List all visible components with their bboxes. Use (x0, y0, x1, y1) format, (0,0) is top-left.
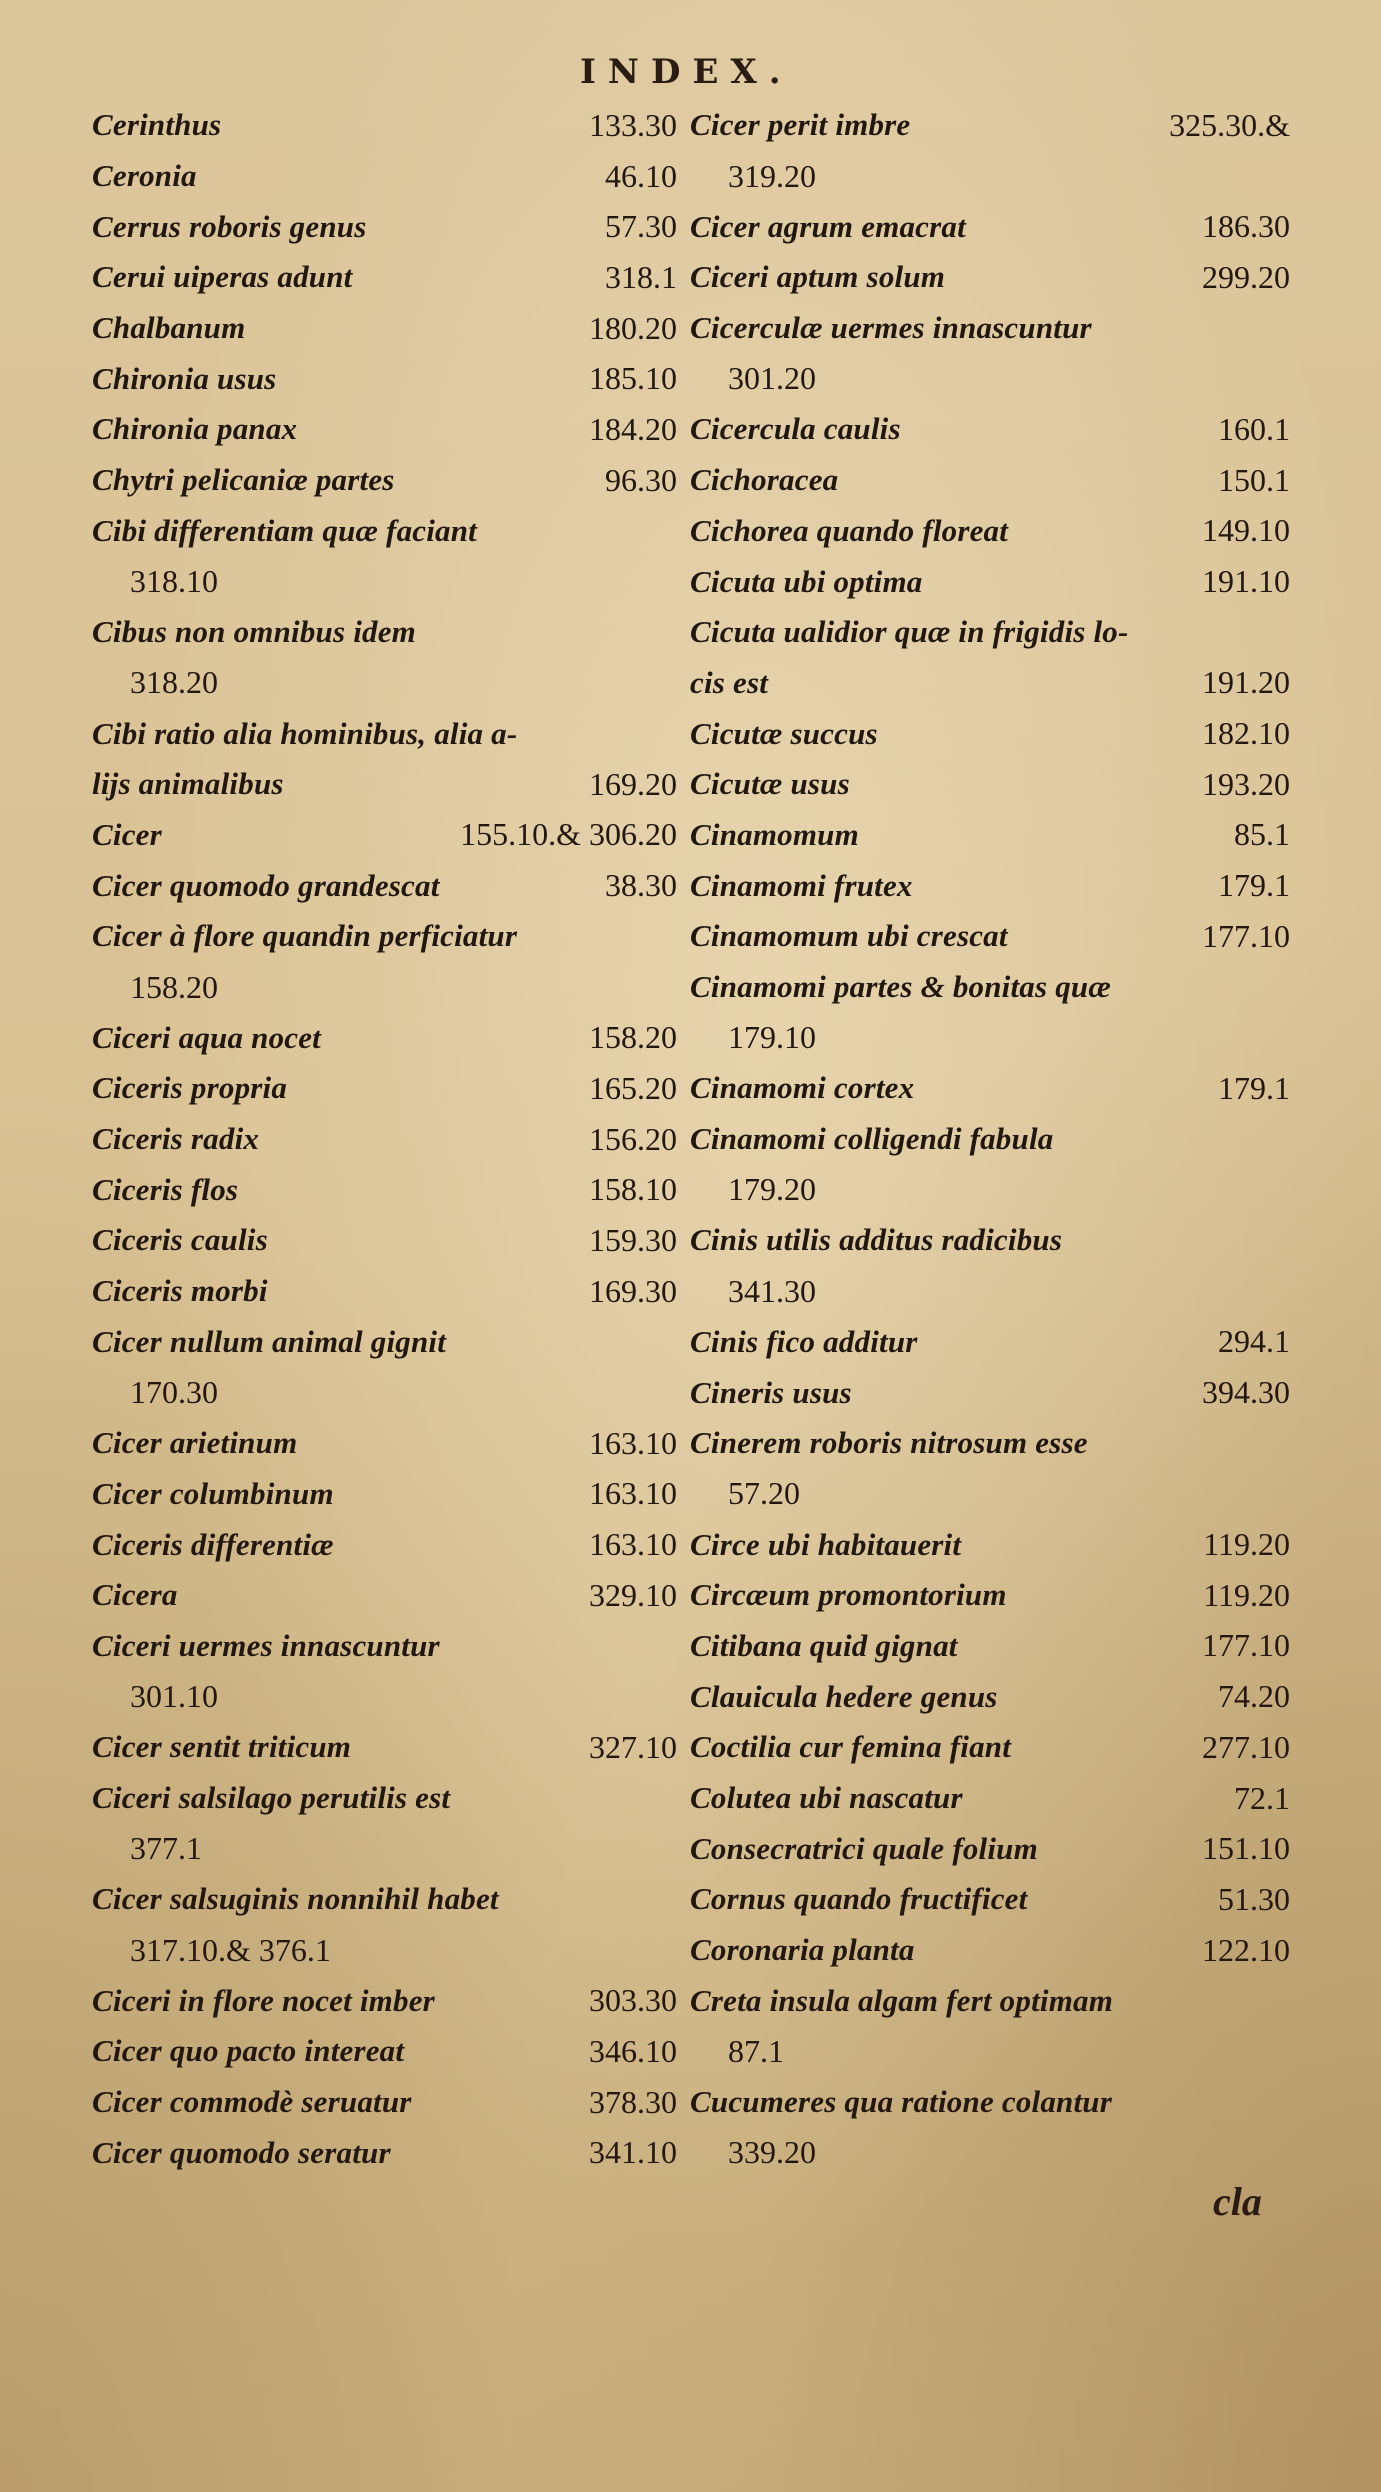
index-term: Cinamomi partes & bonitas quæ (690, 969, 1111, 1005)
index-entry (690, 1367, 1290, 1418)
index-term: Cicer (92, 816, 162, 852)
page-reference: 96.30 (605, 461, 677, 498)
index-entry (690, 1925, 1290, 1976)
page-reference: 177.10 (1202, 1627, 1290, 1664)
page-reference: 179.1 (1218, 1069, 1290, 1106)
index-entry (92, 100, 677, 151)
index-entry (92, 1722, 677, 1773)
catchword: cla (1213, 2179, 1262, 2224)
index-term: Cerinthus (92, 107, 222, 143)
index-entry (690, 1570, 1290, 1621)
index-term: Cicer quomodo grandescat (92, 867, 440, 903)
index-entry (92, 1773, 677, 1824)
index-term: Cineris usus (690, 1374, 852, 1410)
index-term: Circe ubi habitauerit (690, 1526, 962, 1562)
index-entry (92, 1975, 677, 2026)
index-entry (690, 759, 1290, 810)
page-reference: 341.30 (728, 1272, 816, 1309)
index-term: Cicera (92, 1577, 178, 1613)
index-entry (690, 2077, 1290, 2128)
index-term: Coctilia cur femina fiant (690, 1729, 1012, 1765)
index-entry (92, 2026, 677, 2077)
page-reference: 163.10 (589, 1526, 677, 1563)
index-entry (92, 1925, 677, 1976)
index-entry (690, 2026, 1290, 2077)
index-entry (92, 1519, 677, 1570)
index-entry (92, 303, 677, 354)
index-entry (92, 759, 677, 810)
page-reference: 186.30 (1202, 208, 1290, 245)
page-reference: 38.30 (605, 867, 677, 904)
index-term: Cichorea quando floreat (690, 512, 1009, 548)
index-entry (92, 2077, 677, 2128)
index-term: Cicerculæ uermes innascuntur (690, 310, 1092, 346)
index-entry (690, 2128, 1290, 2179)
index-term: Cicer nullum animal gignit (92, 1323, 447, 1359)
index-entry (92, 911, 677, 962)
page-reference: 51.30 (1218, 1880, 1290, 1917)
index-entry (92, 1317, 677, 1368)
index-term: Clauicula hedere genus (690, 1678, 998, 1714)
index-entry (690, 506, 1290, 557)
index-entry (690, 1621, 1290, 1672)
index-term: Circæum promontorium (690, 1577, 1007, 1613)
index-entry (690, 860, 1290, 911)
page-reference: 163.10 (589, 1424, 677, 1461)
index-entry (690, 252, 1290, 303)
index-entry (92, 1367, 677, 1418)
index-entry (690, 1975, 1290, 2026)
index-term: Cicer salsuginis nonnihil habet (92, 1881, 499, 1917)
page-reference: 319.20 (728, 157, 816, 194)
index-entry (690, 911, 1290, 962)
index-term: Colutea ubi nascatur (690, 1780, 963, 1816)
index-term: Ciceri aptum solum (690, 259, 946, 295)
page-reference: 179.10 (728, 1019, 816, 1056)
index-term: Cicer sentit triticum (92, 1729, 352, 1765)
index-term: Cinis utilis additus radicibus (690, 1222, 1063, 1258)
page-reference: 317.10.& 376.1 (130, 1931, 331, 1968)
page-reference: 119.20 (1203, 1576, 1290, 1613)
index-term: Cicer arietinum (92, 1425, 298, 1461)
page-reference: 191.10 (1202, 563, 1290, 600)
page-reference: 346.10 (589, 2032, 677, 2069)
index-term: Ciceri salsilago perutilis est (92, 1780, 451, 1816)
index-term: Chironia panax (92, 411, 298, 447)
index-entry (92, 1570, 677, 1621)
index-entry (92, 1012, 677, 1063)
page-reference: 158.10 (589, 1171, 677, 1208)
page-reference: 301.20 (728, 360, 816, 397)
index-entry (690, 1773, 1290, 1824)
page-reference: 46.10 (605, 157, 677, 194)
index-entry (690, 404, 1290, 455)
index-entry (690, 1469, 1290, 1520)
index-entry (690, 1266, 1290, 1317)
index-entry (92, 658, 677, 709)
index-entry (690, 607, 1290, 658)
page-reference: 179.20 (728, 1171, 816, 1208)
index-term: Ciceris differentiæ (92, 1526, 334, 1562)
page-reference: 339.20 (728, 2134, 816, 2171)
index-entry (92, 860, 677, 911)
index-entry (92, 607, 677, 658)
index-term: Cicercula caulis (690, 411, 901, 447)
page-reference: 74.20 (1218, 1678, 1290, 1715)
index-term: Cucumeres qua ratione colantur (690, 2084, 1112, 2120)
page-reference: 318.10 (130, 563, 218, 600)
index-term: Ciceris flos (92, 1171, 239, 1207)
page-reference: 119.20 (1203, 1526, 1290, 1563)
page-reference: 179.1 (1218, 867, 1290, 904)
page-reference: 184.20 (589, 410, 677, 447)
index-entry (92, 1469, 677, 1520)
index-term: Cicer columbinum (92, 1475, 334, 1511)
index-entry (690, 1164, 1290, 1215)
index-term: Ciceri uermes innascuntur (92, 1627, 440, 1663)
index-term: Cinamomi frutex (690, 867, 913, 903)
page-reference: 133.30 (589, 106, 677, 143)
index-term: Chironia usus (92, 360, 277, 396)
index-entry (92, 1063, 677, 1114)
index-entry (690, 100, 1290, 151)
page-reference: 169.20 (589, 765, 677, 802)
page-reference: 318.1 (605, 258, 677, 295)
index-term: Cinis fico additur (690, 1323, 918, 1359)
index-entry (92, 1418, 677, 1469)
index-term: Cornus quando fructificet (690, 1881, 1028, 1917)
index-term: Cicer agrum emacrat (690, 208, 966, 244)
page-reference: 85.1 (1234, 816, 1290, 853)
index-term: Creta insula algam fert optimam (690, 1982, 1114, 2018)
index-entry (92, 1266, 677, 1317)
page-reference: 277.10 (1202, 1728, 1290, 1765)
index-term: Chytri pelicaniæ partes (92, 462, 395, 498)
page-reference: 325.30.& (1169, 106, 1290, 143)
index-entry (92, 201, 677, 252)
page-reference: 72.1 (1234, 1779, 1290, 1816)
page-reference: 156.20 (589, 1120, 677, 1157)
page-reference: 122.10 (1202, 1931, 1290, 1968)
page-reference: 158.20 (589, 1019, 677, 1056)
index-entry (690, 658, 1290, 709)
page-reference: 177.10 (1202, 917, 1290, 954)
index-entry (690, 151, 1290, 202)
index-term: Cerui uiperas adunt (92, 259, 353, 295)
page-reference: 377.1 (130, 1830, 202, 1867)
page-reference: 182.10 (1202, 715, 1290, 752)
page-reference: 163.10 (589, 1475, 677, 1512)
index-entry (92, 1215, 677, 1266)
index-term: Cicer perit imbre (690, 107, 911, 143)
index-term: Cicutæ succus (690, 715, 878, 751)
page-reference: 394.30 (1202, 1374, 1290, 1411)
page-reference: 299.20 (1202, 258, 1290, 295)
page-reference: 180.20 (589, 309, 677, 346)
index-term: Cicer commodè seruatur (92, 2084, 412, 2120)
page-reference: 155.10.& 306.20 (460, 816, 677, 853)
index-term: Coronaria planta (690, 1932, 915, 1968)
index-term: Cicuta ubi optima (690, 563, 923, 599)
index-term: Cibi differentiam quæ faciant (92, 512, 477, 548)
page-reference: 57.20 (728, 1475, 800, 1512)
index-term: Consecratrici quale folium (690, 1830, 1038, 1866)
index-entry (690, 1671, 1290, 1722)
index-term: Ciceris caulis (92, 1222, 268, 1258)
page-reference: 160.1 (1218, 410, 1290, 447)
index-column-left (92, 100, 677, 2220)
index-entry (690, 1012, 1290, 1063)
index-entry (92, 708, 677, 759)
index-entry (690, 201, 1290, 252)
page-reference: 169.30 (589, 1272, 677, 1309)
page-reference: 158.20 (130, 968, 218, 1005)
index-term: Cinamomi cortex (690, 1070, 915, 1106)
page-reference: 294.1 (1218, 1323, 1290, 1360)
page-reference: 87.1 (728, 2032, 784, 2069)
index-entry (92, 810, 677, 861)
index-entry (92, 1621, 677, 1672)
index-entry (690, 708, 1290, 759)
index-term: Cibi ratio alia hominibus, alia a- (92, 715, 518, 751)
index-entry (92, 1114, 677, 1165)
index-term: Ciceri in flore nocet imber (92, 1982, 435, 2018)
index-term: Cinamomum (690, 816, 859, 852)
page-reference: 193.20 (1202, 765, 1290, 802)
index-entry (690, 455, 1290, 506)
index-entry (690, 810, 1290, 861)
index-entry (690, 1823, 1290, 1874)
page-reference: 57.30 (605, 208, 677, 245)
page-reference: 149.10 (1202, 512, 1290, 549)
index-entry (690, 962, 1290, 1013)
running-header: INDEX. (580, 52, 793, 92)
index-term: Cicer à flore quandin perficiatur (92, 918, 518, 954)
index-term: Citibana quid gignat (690, 1627, 958, 1663)
index-entry (690, 1114, 1290, 1165)
page-reference: 327.10 (589, 1728, 677, 1765)
index-entry (92, 962, 677, 1013)
index-entry (92, 455, 677, 506)
index-entry (690, 303, 1290, 354)
index-term: Ciceri aqua nocet (92, 1019, 321, 1055)
page-reference: 318.20 (130, 664, 218, 701)
page-reference: 150.1 (1218, 461, 1290, 498)
page-reference: 151.10 (1202, 1830, 1290, 1867)
page-reference: 329.10 (589, 1576, 677, 1613)
index-entry (690, 556, 1290, 607)
index-entry (690, 1874, 1290, 1925)
index-term: Cicutæ usus (690, 766, 850, 802)
index-entry (690, 1418, 1290, 1469)
page-reference: 301.10 (130, 1678, 218, 1715)
index-entry (690, 1317, 1290, 1368)
index-term: Cinamomi colligendi fabula (690, 1121, 1054, 1157)
index-term: Cibus non omnibus idem (92, 614, 416, 650)
index-entry (92, 506, 677, 557)
index-entry (92, 252, 677, 303)
page-reference: 378.30 (589, 2083, 677, 2120)
index-entry (92, 404, 677, 455)
index-term: Cicer quo pacto intereat (92, 2033, 405, 2069)
page-reference: 170.30 (130, 1374, 218, 1411)
index-term: Ciceris morbi (92, 1273, 268, 1309)
index-term: lijs animalibus (92, 766, 284, 802)
index-term: Cicer quomodo seratur (92, 2134, 391, 2170)
index-entry (92, 2128, 677, 2179)
index-term: cis est (690, 664, 769, 700)
index-entry (690, 353, 1290, 404)
index-term: Cerrus roboris genus (92, 208, 367, 244)
page-reference: 303.30 (589, 1982, 677, 2019)
page-reference: 191.20 (1202, 664, 1290, 701)
index-term: Ceronia (92, 158, 197, 194)
index-term: Ciceris radix (92, 1121, 260, 1157)
index-entry (92, 1823, 677, 1874)
index-entry (690, 1215, 1290, 1266)
page-reference: 159.30 (589, 1221, 677, 1258)
page-reference: 341.10 (589, 2134, 677, 2171)
index-entry (92, 1671, 677, 1722)
index-entry (92, 1164, 677, 1215)
index-column-right (690, 100, 1290, 2220)
index-entry (92, 556, 677, 607)
index-term: Cichoracea (690, 462, 839, 498)
index-term: Cinamomum ubi crescat (690, 918, 1008, 954)
index-entry (690, 1063, 1290, 1114)
index-entry (92, 151, 677, 202)
index-term: Ciceris propria (92, 1070, 288, 1106)
index-entry (92, 1874, 677, 1925)
index-entry (92, 353, 677, 404)
page-reference: 165.20 (589, 1069, 677, 1106)
index-term: Cinerem roboris nitrosum esse (690, 1425, 1088, 1461)
index-entry (690, 1519, 1290, 1570)
index-entry (690, 1722, 1290, 1773)
page-reference: 185.10 (589, 360, 677, 397)
index-term: Cicuta ualidior quæ in frigidis lo- (690, 614, 1129, 650)
index-term: Chalbanum (92, 310, 246, 346)
